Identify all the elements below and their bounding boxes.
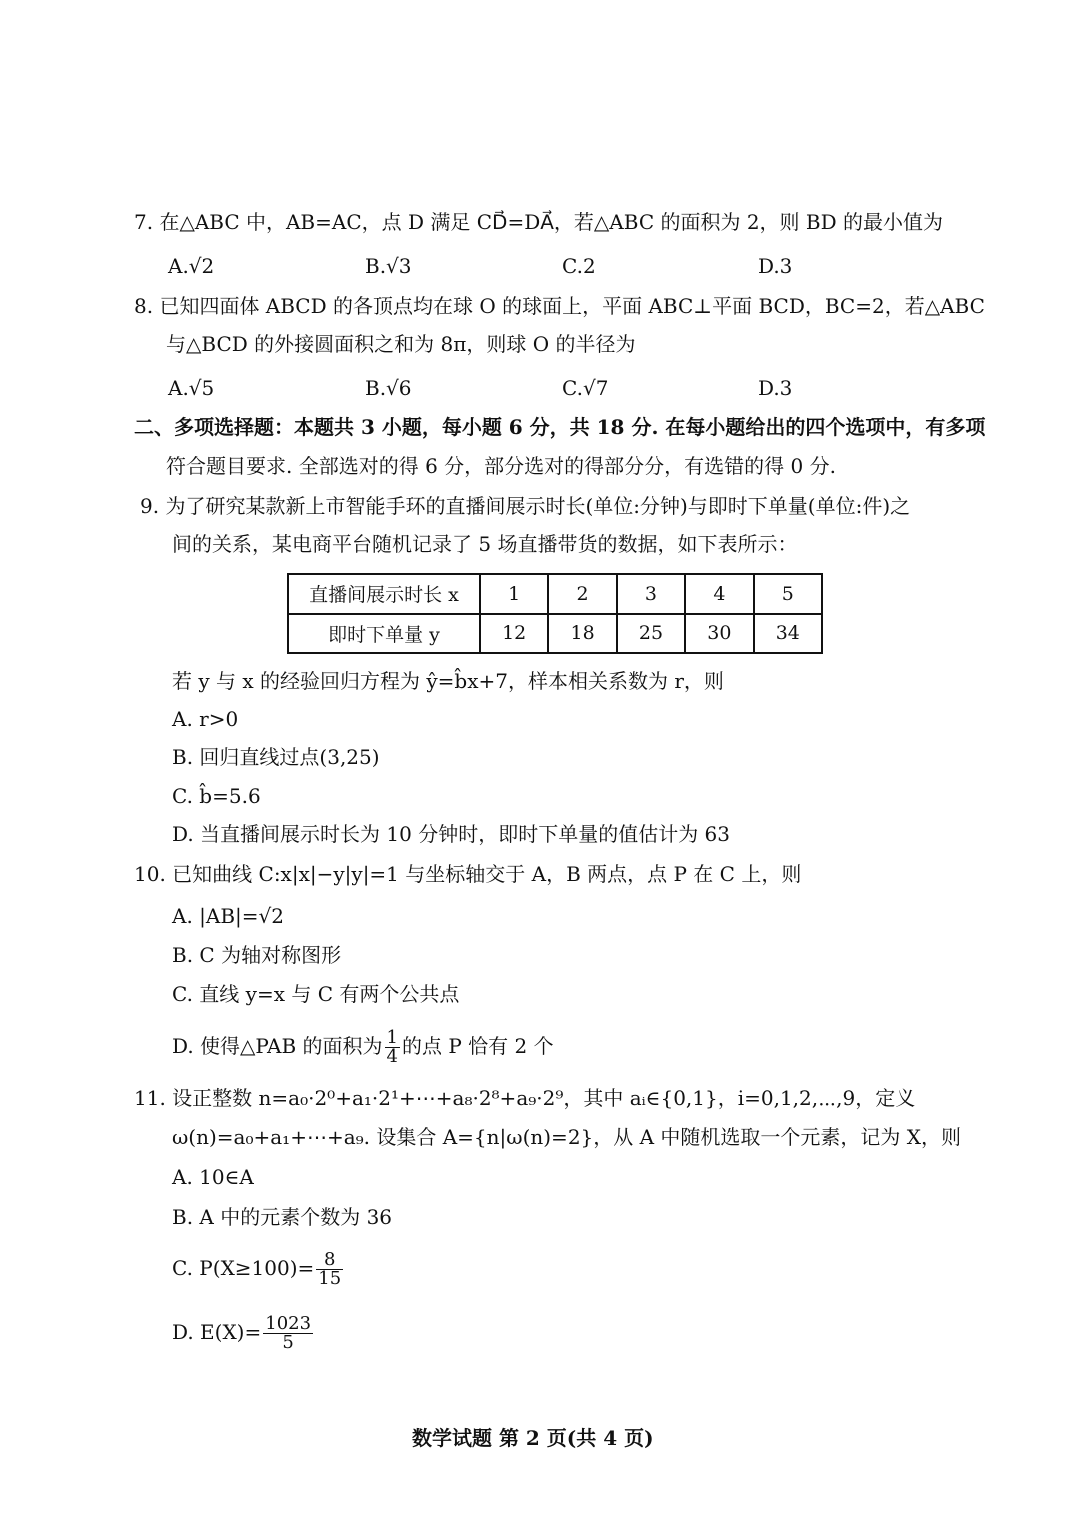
fraction-numerator: 1 [386, 1027, 398, 1048]
table-cell: 1 [480, 574, 548, 614]
question-11-stem-line2: ω(n)=a₀+a₁+⋯+a₉. 设集合 A={n|ω(n)=2}，从 A 中随机选取一个元素，记为 X，则 [172, 1125, 962, 1149]
table-cell: 25 [617, 614, 685, 654]
q9-option-a: A. r>0 [172, 707, 239, 731]
q8-option-d: D.3 [758, 376, 793, 400]
fraction [385, 1029, 400, 1066]
q7-option-c: C.2 [562, 254, 596, 278]
q7-option-b: B.√3 [365, 254, 412, 278]
q11-option-d-text: D. E(X)= [172, 1320, 262, 1344]
question-7-stem: 7. 在△ABC 中，AB=AC，点 D 满足 CD⃗=DA⃗，若△ABC 的面积为 2，则 BD 的最小值为 [134, 210, 944, 234]
q10-option-d [172, 1024, 554, 1068]
fraction-numerator: 8 [316, 1251, 343, 1270]
q11-option-c-text: C. P(X≥100)= [172, 1256, 315, 1280]
table-cell: 3 [617, 574, 685, 614]
q10-option-d-text: D. 使得△PAB 的面积为 [172, 1034, 383, 1058]
data-table [287, 573, 823, 654]
fraction [263, 1315, 313, 1352]
table-cell: 5 [754, 574, 822, 614]
q7-option-d: D.3 [758, 254, 793, 278]
table-row-y [288, 614, 822, 654]
q8-option-a: A.√5 [168, 376, 215, 400]
question-9-stem-line1: 9. 为了研究某款新上市智能手环的直播间展示时长(单位:分钟)与即时下单量(单位:件)之 [140, 494, 911, 518]
q11-option-d [172, 1310, 315, 1354]
q11-option-c [172, 1246, 345, 1290]
q10-option-c: C. 直线 y=x 与 C 有两个公共点 [172, 982, 460, 1006]
section-2-heading-line2: 符合题目要求. 全部选对的得 6 分，部分选对的得部分分，有选错的得 0 分. [166, 454, 836, 478]
fraction-numerator: 1023 [265, 1313, 312, 1334]
q7-option-a: A.√2 [168, 254, 215, 278]
fraction-denominator: 15 [318, 1268, 342, 1289]
table-header-y: 即时下单量 y [288, 614, 480, 654]
question-9-stem-line2: 间的关系，某电商平台随机记录了 5 场直播带货的数据，如下表所示： [172, 532, 798, 556]
q9-option-d: D. 当直播间展示时长为 10 分钟时，即时下单量的值估计为 63 [172, 822, 731, 846]
q10-option-a: A. |AB|=√2 [172, 904, 285, 928]
section-2-heading-line1: 二、多项选择题：本题共 3 小题，每小题 6 分，共 18 分. 在每小题给出的四个选项中，有多项 [134, 415, 986, 439]
q11-option-a: A. 10∈A [172, 1165, 254, 1189]
q11-option-b: B. A 中的元素个数为 36 [172, 1205, 393, 1229]
question-8-stem-line1: 8. 已知四面体 ABCD 的各顶点均在球 O 的球面上，平面 ABC⊥平面 BCD，BC=2，若△ABC [134, 294, 985, 318]
q10-option-b: B. C 为轴对称图形 [172, 943, 342, 967]
fraction-denominator: 4 [386, 1046, 398, 1067]
table-cell: 18 [548, 614, 616, 654]
question-8-stem-line2: 与△BCD 的外接圆面积之和为 8π，则球 O 的半径为 [166, 332, 636, 356]
table-cell: 34 [754, 614, 822, 654]
question-11-stem-line1: 11. 设正整数 n=a₀·2⁰+a₁·2¹+⋯+a₈·2⁸+a₉·2⁹，其中 aᵢ∈{0,1}，i=0,1,2,⋯,9，定义 [134, 1086, 916, 1110]
q9-option-b: B. 回归直线过点(3,25) [172, 745, 380, 769]
fraction-denominator: 5 [282, 1332, 294, 1353]
q9-option-c: C. b̂=5.6 [172, 784, 261, 808]
q9-condition: 若 y 与 x 的经验回归方程为 ŷ=b̂x+7，样本相关系数为 r，则 [172, 669, 724, 693]
fraction [316, 1251, 343, 1288]
table-cell: 2 [548, 574, 616, 614]
q10-option-d-text-end: 的点 P 恰有 2 个 [402, 1034, 554, 1058]
q8-option-c: C.√7 [562, 376, 609, 400]
table-cell: 30 [685, 614, 753, 654]
table-cell: 4 [685, 574, 753, 614]
table-header-x: 直播间展示时长 x [288, 574, 480, 614]
table-row-x [288, 574, 822, 614]
question-10-stem: 10. 已知曲线 C:x|x|−y|y|=1 与坐标轴交于 A，B 两点，点 P 在 C 上，则 [134, 862, 802, 886]
q8-option-b: B.√6 [365, 376, 412, 400]
table-cell: 12 [480, 614, 548, 654]
page-footer: 数学试题 第 2 页(共 4 页) [412, 1426, 654, 1450]
